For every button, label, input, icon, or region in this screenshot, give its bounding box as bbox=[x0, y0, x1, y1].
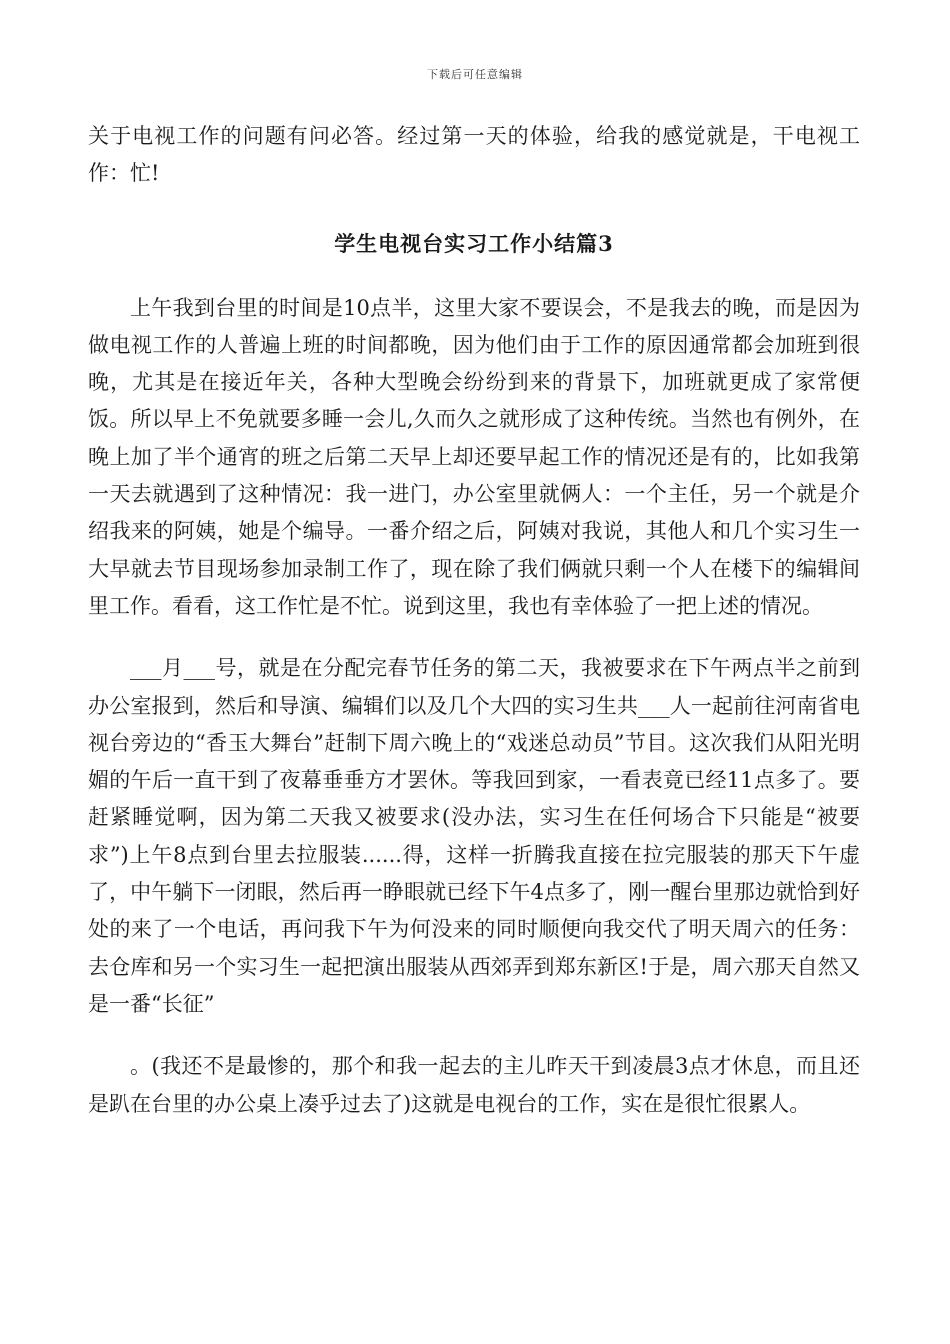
paragraph-3: 。(我还不是最惨的，那个和我一起去的主儿昨天干到凌晨3点才休息，而且还是趴在台里的办公桌上凑乎过去了)这就是电视台的工作，实在是很忙很累人。 bbox=[88, 1054, 860, 1116]
paragraph-2: ___月___号，就是在分配完春节任务的第二天，我被要求在下午两点半之前到办公室报到，然后和导演、编辑们以及几个大四的实习生共___人一起前往河南省电视台旁边的“香玉大舞台”赶制下周六晚上的“戏迷总动员”节目。这次我们从阳光明媚的午后一直干到了夜幕垂垂方才罢休。等我回到家，一看表竟已经11点多了。要赶紧睡觉啊，因为第二天我又被要求(没办法，实习生在任何场合下只能是“被要求”)上午8点到台里去拉服装......得，这样一折腾我直接在拉完服装的那天下午虚了，中午躺下一闭眼，然后再一睁眼就已经下午4点多了，刚一醒台里那边就恰到好处的来了一个电话，再问我下午为何没来的同时顺便向我交代了明天周六的任务：去仓库和另一个实习生一起把演出服装从西郊弄到郑东新区!于是，周六那天自然又是一番“长征” bbox=[88, 656, 860, 1016]
page-header: 下载后可任意编辑 bbox=[427, 68, 523, 81]
section-title: 学生电视台实习工作小结篇3 bbox=[334, 230, 614, 256]
paragraph-continuation: 关于电视工作的问题有问必答。经过第一天的体验，给我的感觉就是，干电视工作：忙! bbox=[88, 124, 860, 186]
document-body bbox=[88, 118, 860, 1123]
paragraph-1: 上午我到台里的时间是10点半，这里大家不要误会，不是我去的晚，而是因为做电视工作的人普遍上班的时间都晚，因为他们由于工作的原因通常都会加班到很晚，尤其是在接近年关，各种大型晚会纷纷到来的背景下，加班就更成了家常便饭。所以早上不免就要多睡一会儿,久而久之就形成了这种传统。当然也有例外，在晚上加了半个通宵的班之后第二天早上却还要早起工作的情况还是有的，比如我第一天去就遇到了这种情况：我一进门，办公室里就俩人：一个主任，另一个就是介绍我来的阿姨，她是个编导。一番介绍之后，阿姨对我说，其他人和几个实习生一大早就去节目现场参加录制工作了，现在除了我们俩就只剩一个人在楼下的编辑间里工作。看看，这工作忙是不忙。说到这里，我也有幸体验了一把上述的情况。 bbox=[88, 295, 860, 618]
